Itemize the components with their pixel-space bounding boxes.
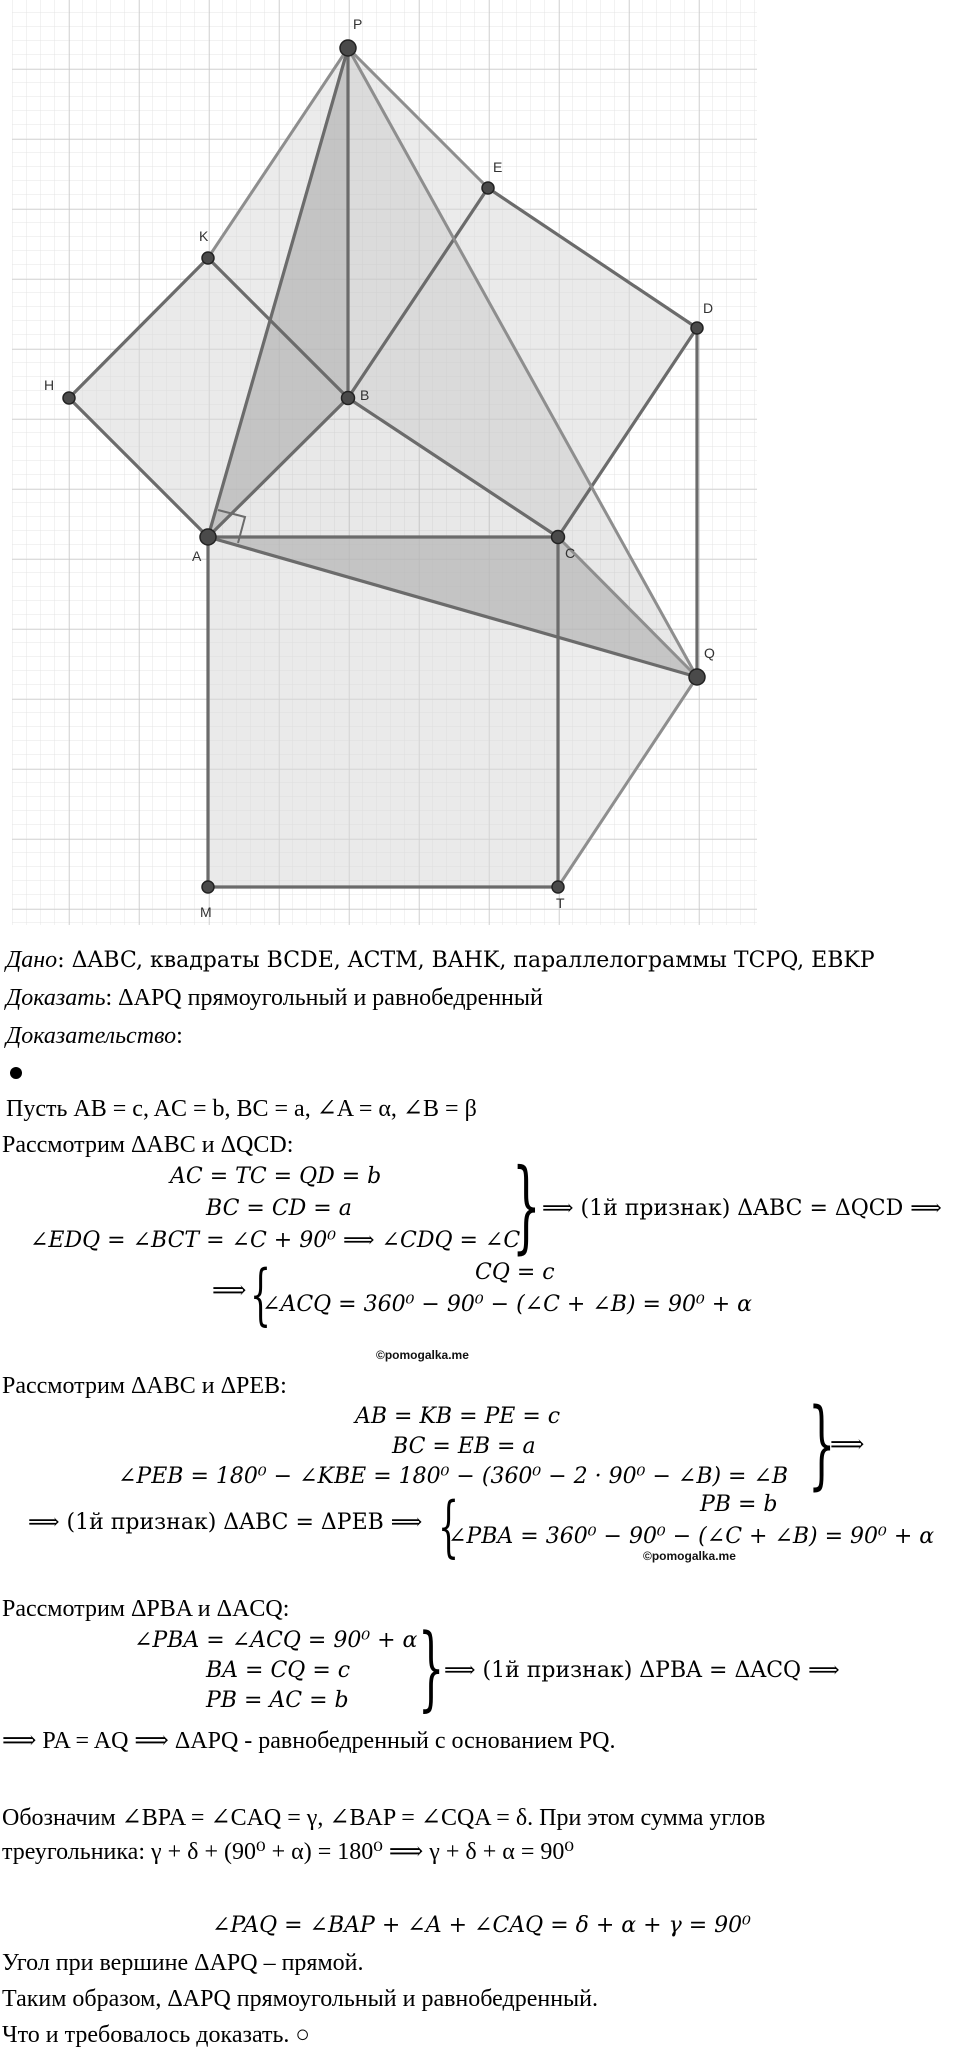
proof-colon: : xyxy=(176,1023,183,1049)
s2-conclusion-1: PB = b xyxy=(700,1492,778,1517)
denote-line-2: треугольника: γ + δ + (90⁰ + α) = 180⁰ ⟹ γ + δ + α = 90⁰ xyxy=(2,1839,574,1865)
point-h xyxy=(63,392,75,404)
brace-right-1: } xyxy=(512,1147,541,1264)
vertex-line: Угол при вершине ΔAPQ – прямой. xyxy=(2,1950,364,1976)
point-p xyxy=(340,40,356,56)
s2-result: ⟹ xyxy=(830,1432,865,1458)
consider-3: Рассмотрим ΔPBA и ΔACQ: xyxy=(2,1596,290,1622)
s1-line-2: BC = CD = a xyxy=(206,1196,352,1221)
point-a xyxy=(200,529,216,545)
s2-conclusion-2: ∠PBA = 360⁰ − 90⁰ − (∠C + ∠B) = 90⁰ + α xyxy=(448,1524,935,1549)
thus-line: Таким образом, ΔAPQ прямоугольный и равнобедренный. xyxy=(2,1986,599,2012)
s1-conclusion-2: ∠ACQ = 360⁰ − 90⁰ − (∠C + ∠B) = 90⁰ + α xyxy=(262,1292,753,1317)
watermark-2: ©pomogalka.me xyxy=(643,1549,736,1563)
consider-2: Рассмотрим ΔABC и ΔPEB: xyxy=(2,1373,287,1399)
given-label: Дано xyxy=(6,947,58,973)
prove-text: : ΔAPQ прямоугольный и равнобедренный xyxy=(105,985,543,1011)
point-k xyxy=(202,252,214,264)
s1-result: ⟹ (1й признак) ΔABC = ΔQCD ⟹ xyxy=(542,1196,942,1221)
brace-left-1: { xyxy=(250,1256,271,1333)
prove-line xyxy=(6,983,543,1013)
label-h: H xyxy=(44,377,55,393)
paq-line: ∠PAQ = ∠BAP + ∠A + ∠CAQ = δ + α + γ = 90⁰ xyxy=(212,1913,751,1938)
point-b xyxy=(342,392,355,405)
label-a: A xyxy=(192,548,202,564)
s1-arrow: ⟹ xyxy=(212,1278,247,1304)
s2-premise: ⟹ (1й признак) ΔABC = ΔPEB ⟹ xyxy=(28,1510,423,1535)
proof-label: Доказательство xyxy=(6,1023,177,1049)
s1-line-1: AC = TC = QD = b xyxy=(170,1164,382,1189)
s2-line-2: BC = EB = a xyxy=(392,1434,536,1459)
denote-line-1: Обозначим ∠BPA = ∠CAQ = γ, ∠BAP = ∠CQA = δ. При этом сумма углов xyxy=(2,1805,766,1831)
label-p: P xyxy=(353,16,363,32)
s3-line-3: PB = AC = b xyxy=(206,1688,349,1713)
prove-label: Доказать xyxy=(6,985,106,1011)
label-q: Q xyxy=(704,645,715,661)
proof-line xyxy=(6,1021,183,1051)
s3-conclusion: ⟹ PA = AQ ⟹ ΔAPQ - равнобедренный с основанием PQ. xyxy=(2,1728,616,1754)
label-k: K xyxy=(199,228,209,244)
bullet xyxy=(10,1067,22,1079)
point-e xyxy=(482,182,494,194)
qed-line: Что и требовалось доказать. ○ xyxy=(2,2022,310,2048)
label-m: M xyxy=(200,904,212,920)
label-e: E xyxy=(493,159,503,175)
brace-left-2: { xyxy=(438,1488,459,1565)
s2-line-1: AB = KB = PE = c xyxy=(355,1404,561,1429)
let-line: Пусть AB = c, AC = b, BC = a, ∠A = α, ∠B = β xyxy=(6,1096,477,1122)
s2-line-3: ∠PEB = 180⁰ − ∠KBE = 180⁰ − (360⁰ − 2 · 90⁰ − ∠B) = ∠B xyxy=(118,1464,789,1489)
point-c xyxy=(552,531,565,544)
brace-right-2: } xyxy=(808,1388,836,1500)
point-m xyxy=(202,881,214,893)
consider-1: Рассмотрим ΔABC и ΔQCD: xyxy=(2,1132,294,1158)
given-text: : ΔABC, квадраты BCDE, ACTM, BAHK, параллелограммы TCPQ, EBKP xyxy=(57,948,875,973)
label-t: T xyxy=(556,895,565,911)
given-line xyxy=(6,945,875,976)
s3-result: ⟹ (1й признак) ΔPBA = ΔACQ ⟹ xyxy=(444,1658,840,1683)
s3-line-2: BA = CQ = c xyxy=(206,1658,351,1683)
geometry-figure xyxy=(0,0,760,930)
point-q xyxy=(689,669,705,685)
label-d: D xyxy=(703,300,714,316)
s1-line-3: ∠EDQ = ∠BCT = ∠C + 90⁰ ⟹ ∠CDQ = ∠C xyxy=(30,1228,521,1253)
brace-right-3: } xyxy=(418,1614,445,1721)
label-b: B xyxy=(360,387,370,403)
s3-line-1: ∠PBA = ∠ACQ = 90⁰ + α xyxy=(134,1628,418,1653)
point-t xyxy=(552,881,564,893)
s1-conclusion-1: CQ = c xyxy=(475,1260,555,1285)
watermark-1: ©pomogalka.me xyxy=(376,1348,469,1362)
label-c: C xyxy=(565,545,576,561)
point-d xyxy=(691,322,703,334)
